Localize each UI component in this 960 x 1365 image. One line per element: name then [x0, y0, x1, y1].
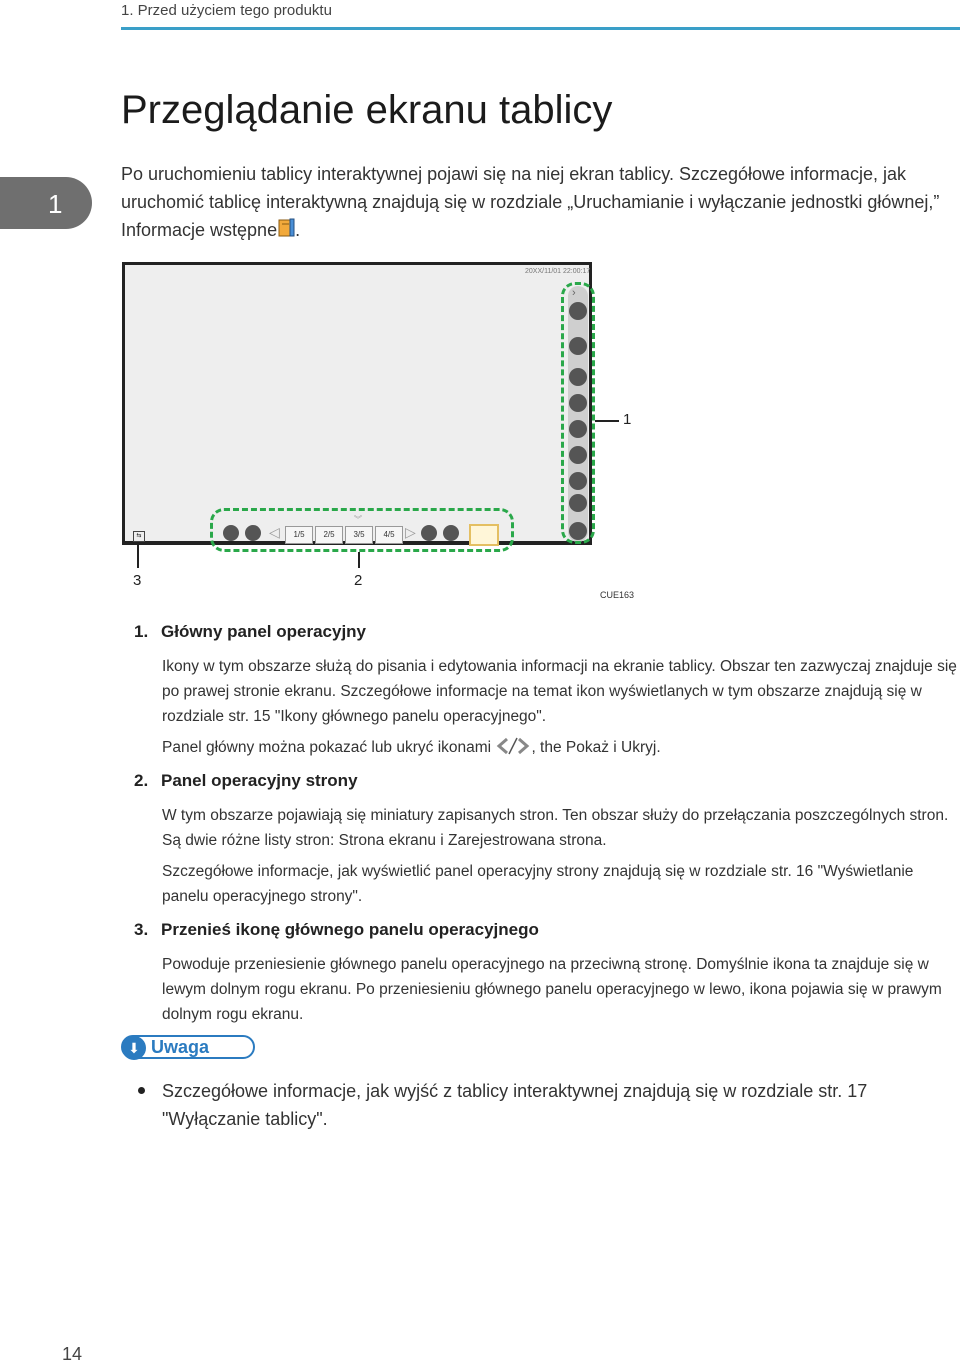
note-bullet: Szczegółowe informacje, jak wyjść z tablicy interaktywnej znajdują się w rozdziale str. 17 "Wyłączanie tablicy". — [162, 1081, 868, 1129]
callout-line — [358, 552, 360, 568]
screen-datetime: 20XX/11/01 22:00:17 — [525, 268, 591, 275]
board-screen-figure — [121, 260, 641, 605]
chapter-number: 1 — [48, 189, 63, 219]
prev-page-icon: ◁ — [269, 524, 280, 540]
page-title: Przeglądanie ekranu tablicy — [121, 88, 613, 132]
callout-3: 3 — [133, 572, 142, 589]
page-thumbnail: 2/5 — [315, 526, 343, 544]
item-paragraph: Powoduje przeniesienie głównego panelu operacyjnego na przeciwną stronę. Domyślnie ikona ta znajduje się w lewym dolnym rogu ekranu. Po przeniesieniu głównego panelu operacyjnego w lewo, ikona pojawia się w prawym dolnym rogu ekranu. — [162, 956, 942, 1023]
page-number: 14 — [62, 1344, 83, 1364]
callout-line — [595, 420, 619, 422]
page-thumbnail: 4/5 — [375, 526, 403, 544]
main-panel-highlight — [561, 282, 595, 544]
item-title: 3. Przenieś ikonę głównego panelu operacyjnego — [134, 920, 539, 939]
note-label: Uwaga — [151, 1037, 210, 1057]
item-paragraph: Ikony w tym obszarze służą do pisania i edytowania informacji na ekranie tablicy. Obszar ten zazwyczaj znajduje się po prawej stronie ekranu. Szczegółowe informacje na temat ikon wyświetlanych w tym obszarze znajdują się w rozdziale str. 15 "Ikony głównego panelu operacyjnego". — [162, 658, 957, 725]
page-tool-icon — [443, 525, 459, 541]
item-paragraph: Panel główny można pokazać lub ukryć ikonami , the Pokaż i Ukryj. — [162, 739, 661, 756]
intro-end: . — [295, 220, 301, 240]
page-tool-icon — [223, 525, 239, 541]
bullet-icon — [138, 1087, 145, 1094]
callout-1: 1 — [623, 411, 632, 428]
running-header: 1. Przed użyciem tego produktu — [121, 2, 332, 19]
page-tool-icon — [245, 525, 261, 541]
panel-handle-icon: ︾ — [354, 515, 362, 524]
arrow-down-icon: ⬇ — [122, 1036, 146, 1060]
page-tool-icon — [421, 525, 437, 541]
callout-line — [137, 543, 139, 568]
chapter-tab — [0, 177, 92, 229]
item-title: 1. Główny panel operacyjny — [134, 622, 367, 641]
page-thumbnail: 1/5 — [285, 526, 313, 544]
page-thumbnail: 3/5 — [345, 526, 373, 544]
new-page-thumbnail — [469, 524, 499, 546]
item-paragraph: W tym obszarze pojawiają się miniatury zapisanych stron. Ten obszar służy do przełączania poszczególnych stron. Są dwie różne listy stron: Strona ekranu i Zarejestrowana strona. — [162, 807, 949, 849]
intro-text: Po uruchomieniu tablicy interaktywnej pojawi się na niej ekran tablicy. Szczegółowe informacje, jak uruchomić tablicę interaktywną znajdują się w rozdziale „Uruchamianie i wyłączanie jednostki głównej,” Informacje wstępne — [121, 164, 940, 240]
panel-toggle-arrow-icon: › — [572, 287, 576, 299]
book-icon — [277, 218, 295, 238]
callout-2: 2 — [354, 572, 363, 589]
next-page-icon: ▷ — [405, 524, 416, 540]
board-screen — [122, 262, 592, 545]
show-hide-icon — [495, 737, 531, 755]
note-badge — [121, 1035, 255, 1059]
figure-code: CUE163 — [600, 590, 635, 600]
item-title: 2. Panel operacyjny strony — [134, 771, 358, 790]
header-rule — [121, 27, 960, 30]
move-panel-icon: ⇆ — [133, 531, 145, 542]
intro-paragraph — [121, 160, 941, 244]
item-paragraph: Szczegółowe informacje, jak wyświetlić panel operacyjny strony znajdują się w rozdziale str. 16 "Wyświetlanie panelu operacyjnego strony". — [162, 863, 914, 905]
